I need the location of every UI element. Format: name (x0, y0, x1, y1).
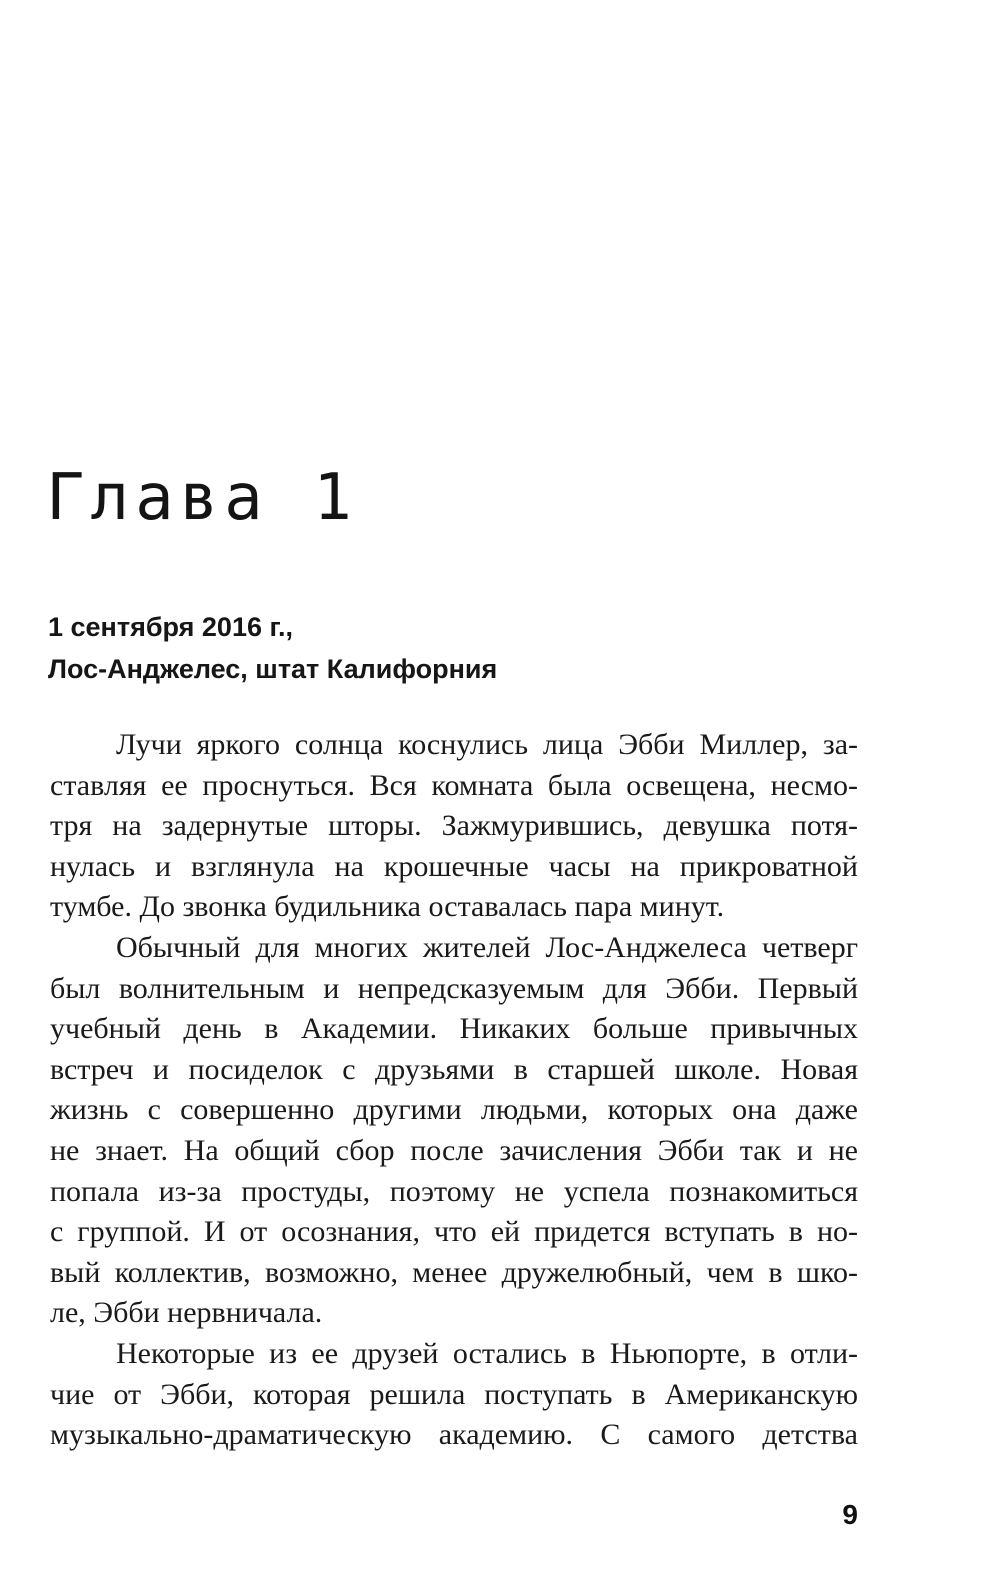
text-line: Лучи яркого солнца коснулись лица Эбби Миллер, за- (116, 728, 858, 761)
text-line: вый коллектив, возможно, менее дружелюбный, чем в шко- (50, 1255, 858, 1289)
body-text (50, 725, 858, 1456)
dateline-date: 1 сентября 2016 г., (48, 612, 294, 642)
dateline (48, 606, 497, 690)
text-line: с группой. И от осознания, что ей придется вступать в но- (50, 1215, 858, 1249)
text-line: не знает. На общий сбор после зачисления Эбби так и не (50, 1133, 858, 1167)
text-line: тумбе. До звонка будильника оставалась пара минут. (50, 890, 725, 924)
paragraph-3 (50, 1334, 858, 1456)
text-line: нулась и взглянула на крошечные часы на прикроватной (50, 849, 858, 883)
chapter-title: Глава 1 (46, 461, 358, 535)
text-line: музыкально-драматическую академию. С самого детства (50, 1418, 858, 1452)
page-number: 9 (842, 1499, 858, 1530)
text-line: был волнительным и непредсказуемым для Эбби. Первый (50, 971, 858, 1005)
text-line: ставляя ее проснуться. Вся комната была освещена, несмо- (50, 768, 858, 802)
paragraph-1 (50, 725, 858, 928)
dateline-place: Лос-Анджелес, штат Калифорния (48, 654, 498, 684)
text-line: Обычный для многих жителей Лос-Анджелеса четверг (116, 930, 858, 964)
text-line: жизнь с совершенно другими людьми, которых она даже (50, 1093, 858, 1127)
text-line: тря на задернутые шторы. Зажмурившись, девушка потя- (50, 809, 858, 843)
text-line: встреч и посиделок с друзьями в старшей школе. Новая (50, 1052, 858, 1086)
paragraph-2 (50, 928, 858, 1334)
text-line: Некоторые из ее друзей остались в Ньюпорте, в отли- (116, 1336, 858, 1370)
text-line: чие от Эбби, которая решила поступать в Американскую (50, 1377, 858, 1411)
text-line: попала из-за простуды, поэтому не успела познакомиться (50, 1174, 858, 1208)
text-line: ле, Эбби нервничала. (50, 1296, 323, 1330)
text-line: учебный день в Академии. Никаких больше привычных (50, 1012, 858, 1046)
